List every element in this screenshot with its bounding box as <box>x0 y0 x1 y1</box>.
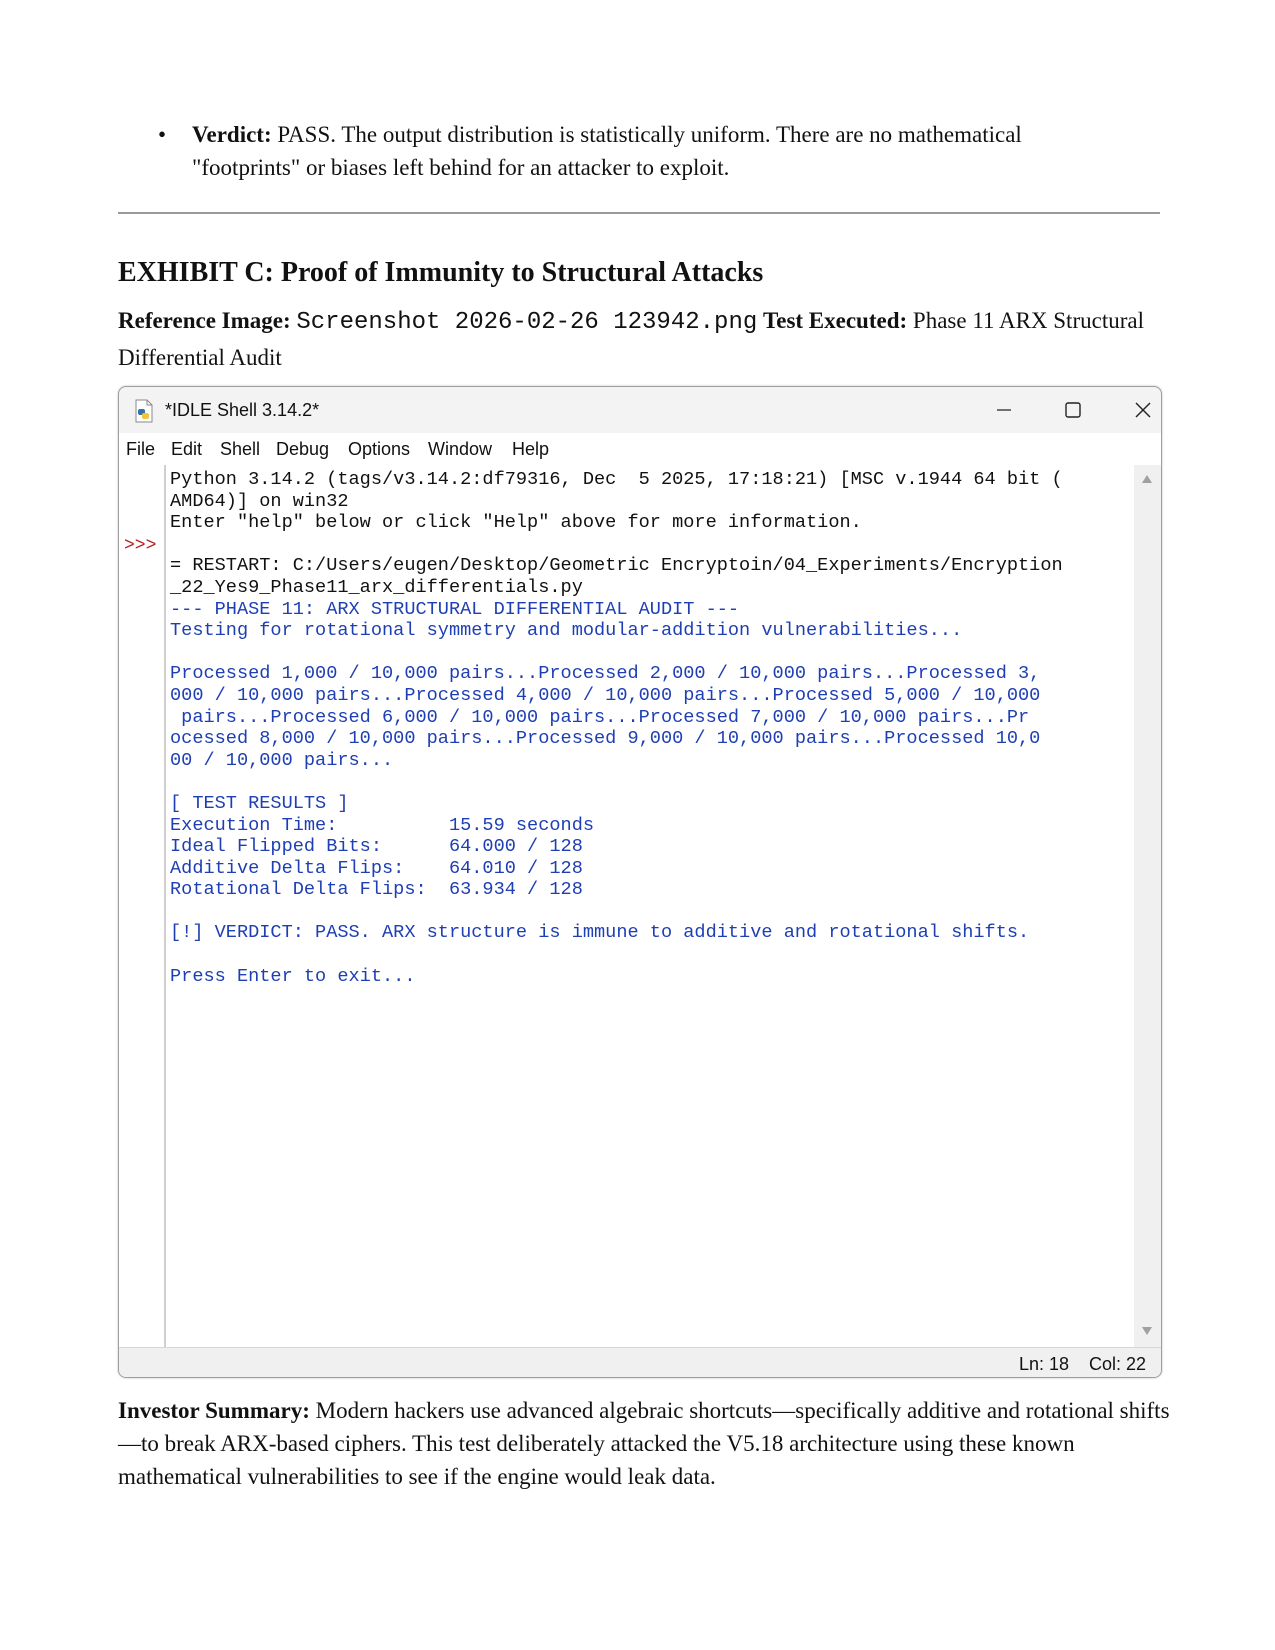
shell-line: ocessed 8,000 / 10,000 pairs...Processed 9,000 / 10,000 pairs...Processed 10,0 <box>170 728 1041 750</box>
scroll-up-icon[interactable] <box>1142 475 1152 483</box>
verdict-text: PASS. The output distribution is statistically uniform. There are no mathematical "footprints" or biases left behind for an attacker to exploit. <box>192 122 1022 180</box>
menu-shell[interactable]: Shell <box>220 439 261 459</box>
prompt-gutter <box>119 465 166 1347</box>
menu-file[interactable]: File <box>126 439 156 459</box>
close-icon[interactable] <box>1120 395 1162 425</box>
idle-shell-window <box>118 386 1162 1378</box>
horizontal-rule <box>118 212 1160 214</box>
shell-line <box>170 642 1134 664</box>
window-title: *IDLE Shell 3.14.2* <box>165 400 320 420</box>
summary-label: Investor Summary: <box>118 1398 310 1423</box>
shell-line: Execution Time: 15.59 seconds <box>170 814 595 836</box>
verdict-bullet <box>158 118 1118 184</box>
test-text: Phase 11 ARX Structural Differential Audit <box>118 308 1144 370</box>
summary-text: Modern hackers use advanced algebraic shortcuts—specifically additive and rotational shifts—to break ARX-based ciphers. This test deliberately attacked the V5.18 architecture using these known mathematical vulnerabilities to see if the engine would leak data. <box>118 1398 1170 1489</box>
bullet-marker: • <box>158 122 167 147</box>
menu-window[interactable]: Window <box>428 439 493 459</box>
shell-line <box>170 944 1134 966</box>
shell-line: --- PHASE 11: ARX STRUCTURAL DIFFERENTIAL AUDIT --- <box>170 598 740 620</box>
maximize-icon[interactable] <box>1050 395 1096 425</box>
status-line: Ln: 18 <box>1019 1354 1070 1374</box>
menu-help[interactable]: Help <box>512 439 550 459</box>
shell-line: Ideal Flipped Bits: 64.000 / 128 <box>170 836 583 858</box>
shell-line: 00 / 10,000 pairs... <box>170 749 394 771</box>
shell-line: pairs...Processed 6,000 / 10,000 pairs...Processed 7,000 / 10,000 pairs...Pr <box>170 706 1030 728</box>
shell-line: Enter "help" below or click "Help" above for more information. <box>170 512 862 534</box>
status-column: Col: 22 <box>1089 1354 1147 1374</box>
vertical-scrollbar[interactable] <box>1134 465 1161 1347</box>
scroll-down-icon[interactable] <box>1142 1327 1152 1335</box>
shell-line: [ TEST RESULTS ] <box>170 792 349 814</box>
verdict-label: Verdict: <box>192 122 272 147</box>
menu-bar <box>119 433 1161 465</box>
menu-options[interactable]: Options <box>348 439 411 459</box>
shell-line: AMD64)] on win32 <box>170 490 349 512</box>
reference-line <box>118 303 1178 375</box>
shell-prompt: >>> <box>124 536 157 556</box>
menu-debug[interactable]: Debug <box>276 439 330 459</box>
shell-line: Rotational Delta Flips: 63.934 / 128 <box>170 879 583 901</box>
shell-line: [!] VERDICT: PASS. ARX structure is immune to additive and rotational shifts. <box>170 922 1030 944</box>
python-idle-icon <box>133 399 155 423</box>
reference-label: Reference Image: <box>118 308 291 333</box>
shell-line: = RESTART: C:/Users/eugen/Desktop/Geometric Encryptoin/04_Experiments/Encryption <box>170 555 1063 577</box>
shell-line: Processed 1,000 / 10,000 pairs...Processed 2,000 / 10,000 pairs...Processed 3, <box>170 663 1041 685</box>
status-bar <box>119 1347 1161 1378</box>
shell-output[interactable] <box>166 465 1134 1347</box>
menu-edit[interactable]: Edit <box>171 439 203 459</box>
shell-line: _22_Yes9_Phase11_arx_differentials.py <box>170 576 583 598</box>
minimize-icon[interactable] <box>981 395 1027 425</box>
shell-line <box>170 901 1134 923</box>
title-bar[interactable] <box>119 387 1161 433</box>
shell-line: Press Enter to exit... <box>170 965 416 987</box>
shell-line: Additive Delta Flips: 64.010 / 128 <box>170 857 583 879</box>
test-label: Test Executed: <box>763 308 908 333</box>
exhibit-heading: EXHIBIT C: Proof of Immunity to Structural Attacks <box>118 257 764 288</box>
shell-line <box>170 771 1134 793</box>
reference-file: Screenshot 2026-02-26 123942.png <box>296 309 758 336</box>
investor-summary <box>118 1394 1178 1493</box>
shell-line <box>170 534 1134 556</box>
shell-line: Python 3.14.2 (tags/v3.14.2:df79316, Dec 5 2025, 17:18:21) [MSC v.1944 64 bit ( <box>170 469 1063 490</box>
shell-line: 000 / 10,000 pairs...Processed 4,000 / 10,000 pairs...Processed 5,000 / 10,000 <box>170 684 1041 706</box>
shell-line: Testing for rotational symmetry and modular-addition vulnerabilities... <box>170 620 963 642</box>
